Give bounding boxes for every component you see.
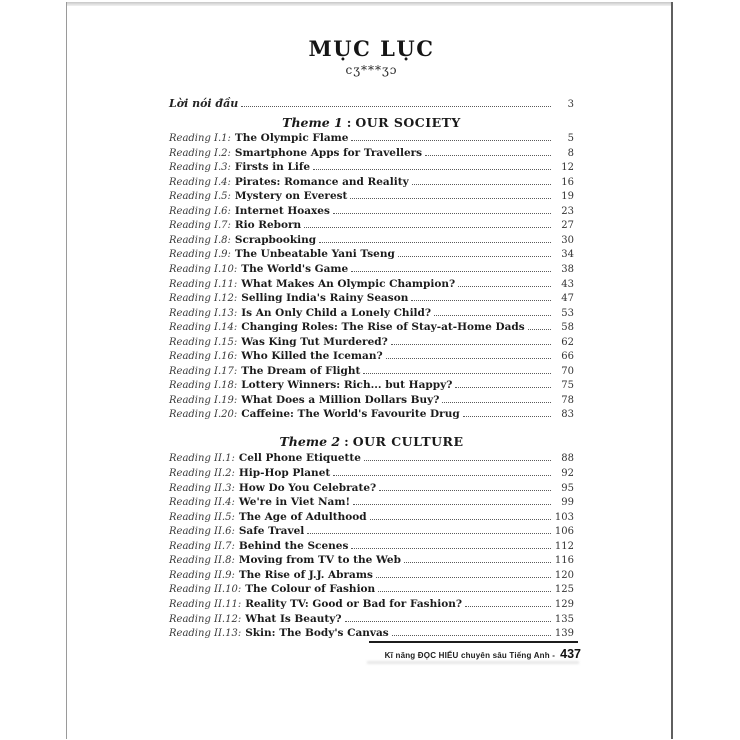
dot-leader [241,106,551,107]
toc-row [169,132,574,147]
reading-label: Reading I.1: [169,133,231,145]
dot-leader [412,184,551,185]
page-number: 103 [554,511,574,523]
toc-row [169,176,574,191]
page-number: 23 [561,205,574,217]
dot-leader [391,344,551,345]
reading-label: Reading II.8: [169,555,235,567]
toc-row [169,554,574,569]
dot-leader [379,490,551,491]
dot-leader [351,140,551,141]
reading-title: Firsts in Life [234,161,311,174]
dot-leader [386,358,551,359]
reading-title: The Dream of Flight [241,364,361,377]
dot-leader [404,562,551,563]
dot-leader [458,286,551,287]
page-number: 116 [554,555,574,567]
reading-label: Reading I.14: [169,322,238,334]
page-number: 95 [561,482,574,494]
page-number: 30 [561,234,574,246]
page-number: 47 [561,293,574,305]
reading-label: Reading I.6: [169,205,231,217]
reading-title: Behind the Scenes [238,539,349,552]
print-bleed-smudge [367,661,579,664]
toc-row [169,263,574,278]
footer-page-number: 437 [560,647,581,661]
page-number: 62 [561,336,574,348]
reading-label: Reading II.5: [169,511,235,523]
toc-row-preface [169,97,574,112]
page-number: 75 [561,380,574,392]
dot-leader [363,373,551,374]
footer [67,647,581,661]
reading-label: Reading I.16: [169,351,238,363]
reading-title: Is An Only Child a Lonely Child? [241,306,432,319]
reading-title: How Do You Celebrate? [238,481,377,494]
toc-content [169,2,574,642]
reading-title: Safe Travel [238,525,305,538]
toc-row [169,394,574,409]
reading-label: Reading II.3: [169,482,235,494]
page-number: 99 [561,497,574,509]
toc-row [169,583,574,598]
reading-label: Reading II.9: [169,569,235,581]
reading-title: Mystery on Everest [234,190,348,203]
reading-title: The Unbeatable Yani Tseng [234,248,395,261]
theme-2-label: Theme 2 [279,434,341,450]
reading-label: Reading I.12: [169,293,238,305]
toc-row [169,292,574,307]
dot-leader [353,504,551,505]
reading-label: Reading I.20: [169,409,238,421]
page-number: 112 [554,540,574,552]
reading-title: Hip-Hop Planet [238,467,331,480]
reading-title: What Is Beauty? [245,612,342,625]
reading-label: Reading I.10: [169,263,238,275]
toc-row [169,496,574,511]
dot-leader [333,475,551,476]
theme-1-entry-list [169,132,574,423]
page-number: 129 [554,598,574,610]
toc-row [169,205,574,220]
toc-row [169,248,574,263]
reading-label: Reading I.5: [169,191,231,203]
reading-label: Reading I.8: [169,234,231,246]
reading-title: Smartphone Apps for Travellers [234,146,423,159]
reading-label: Reading I.15: [169,336,238,348]
toc-row [169,511,574,526]
page-number: 88 [561,453,574,465]
dot-leader [307,533,551,534]
page-number: 53 [561,307,574,319]
reading-label: Reading I.2: [169,147,231,159]
reading-title: Reality TV: Good or Bad for Fashion? [245,597,462,610]
page-number: 43 [561,278,574,290]
reading-label: Reading I.11: [169,278,238,290]
theme-1-label: Theme 1 [282,114,343,130]
page-number: 58 [561,322,574,334]
toc-row [169,365,574,380]
reading-label: Reading I.19: [169,394,238,406]
page-number: 5 [567,133,574,145]
page-number: 27 [561,220,574,232]
toc-row [169,147,574,162]
toc-row [169,525,574,540]
page-number: 120 [554,569,574,581]
reading-title: Selling India's Rainy Season [241,292,409,305]
dot-leader [351,548,551,549]
theme-2-colon: : [344,434,349,450]
page-number: 125 [554,584,574,596]
dot-leader [370,519,551,520]
theme-1-colon: : [346,114,352,130]
toc-row [169,219,574,234]
reading-title: The Olympic Flame [234,132,349,145]
theme-1-title: OUR SOCIETY [355,114,461,130]
reading-label: Reading II.12: [169,613,242,625]
page-number: 34 [561,249,574,261]
reading-label: Reading II.7: [169,540,235,552]
dot-leader [378,591,551,592]
toc-row [169,452,574,467]
toc-row [169,321,574,336]
page-number: 92 [561,468,574,480]
page-number: 66 [561,351,574,363]
dot-leader [434,315,551,316]
reading-title: Changing Roles: The Rise of Stay-at-Home Dads [241,321,525,334]
page-number: 135 [554,613,574,625]
reading-title: Lottery Winners: Rich... but Happy? [241,379,453,392]
reading-label: Reading I.17: [169,365,238,377]
dot-leader [364,460,551,461]
toc-row [169,190,574,205]
dot-leader [425,155,551,156]
reading-label: Reading I.4: [169,176,231,188]
toc-row [169,278,574,293]
toc-row [169,408,574,423]
reading-title: Skin: The Body's Canvas [245,627,389,640]
toc-row [169,379,574,394]
toc-row [169,467,574,482]
dot-leader [465,606,551,607]
reading-title: What Does a Million Dollars Buy? [241,393,440,406]
theme-2-title: OUR CULTURE [352,434,464,450]
dot-leader [411,300,551,301]
page-number: 8 [567,147,574,159]
dot-leader [442,402,551,403]
dot-leader [398,256,551,257]
dot-leader [392,635,551,636]
reading-title: Internet Hoaxes [234,204,330,217]
reading-title: Cell Phone Etiquette [238,452,361,465]
reading-label: Reading II.10: [169,584,242,596]
reading-title: What Makes An Olympic Champion? [241,277,456,290]
dot-leader [463,416,551,417]
dot-leader [313,169,551,170]
reading-title: The Age of Adulthood [238,510,367,523]
title-ornament: cʒ***ʒɔ [345,63,398,77]
theme-1-heading [169,114,574,130]
preface-label: Lời nói đầu [169,97,239,110]
theme-2-entry-list [169,452,574,641]
reading-title: The Colour of Fashion [245,583,376,596]
reading-title: The Rise of J.J. Abrams [238,568,373,581]
dot-leader [333,213,551,214]
dot-leader [345,621,551,622]
reading-label: Reading II.4: [169,497,235,509]
dot-leader [376,577,551,578]
reading-label: Reading II.11: [169,598,242,610]
footer-book-title: Kĩ năng ĐỌC HIỂU chuyên sâu Tiếng Anh - [384,651,556,660]
page-number: 139 [554,628,574,640]
reading-title: We're in Viet Nam! [238,496,351,509]
page-number: 12 [561,162,574,174]
reading-title: Caffeine: The World's Favourite Drug [241,408,460,421]
toc-row [169,598,574,613]
dot-leader [319,242,551,243]
page-number: 16 [561,176,574,188]
reading-label: Reading II.13: [169,628,242,640]
theme-2-heading [169,433,574,449]
toc-row [169,161,574,176]
toc-row [169,350,574,365]
toc-row [169,482,574,497]
reading-label: Reading II.2: [169,468,235,480]
reading-title: Who Killed the Iceman? [241,350,383,363]
reading-title: Pirates: Romance and Reality [234,175,409,188]
reading-label: Reading I.3: [169,162,231,174]
page-number: 19 [561,191,574,203]
toc-row [169,540,574,555]
dot-leader [528,329,551,330]
scanned-book-page [66,2,673,739]
dot-leader [350,198,551,199]
toc-row [169,627,574,642]
page-number: 83 [561,409,574,421]
page-number: 3 [567,99,574,110]
reading-title: Was King Tut Murdered? [241,335,388,348]
reading-title: Rio Reborn [234,219,302,232]
page-number: 70 [561,365,574,377]
reading-title: Scrapbooking [234,233,317,246]
dot-leader [455,387,551,388]
reading-title: The World's Game [241,262,349,275]
reading-label: Reading I.9: [169,249,231,261]
reading-label: Reading II.1: [169,453,235,465]
reading-label: Reading II.6: [169,526,235,538]
dot-leader [304,227,551,228]
dot-leader [351,271,551,272]
toc-row [169,234,574,249]
page-number: 78 [561,394,574,406]
reading-title: Moving from TV to the Web [238,554,401,567]
toc-row [169,613,574,628]
toc-row [169,336,574,351]
page-number: 38 [561,263,574,275]
toc-row [169,307,574,322]
toc-row [169,569,574,584]
footer-rule [369,641,578,643]
reading-label: Reading I.7: [169,220,231,232]
page-number: 106 [554,526,574,538]
reading-label: Reading I.18: [169,380,238,392]
page-title: MỤC LỤC [308,36,435,61]
reading-label: Reading I.13: [169,307,238,319]
